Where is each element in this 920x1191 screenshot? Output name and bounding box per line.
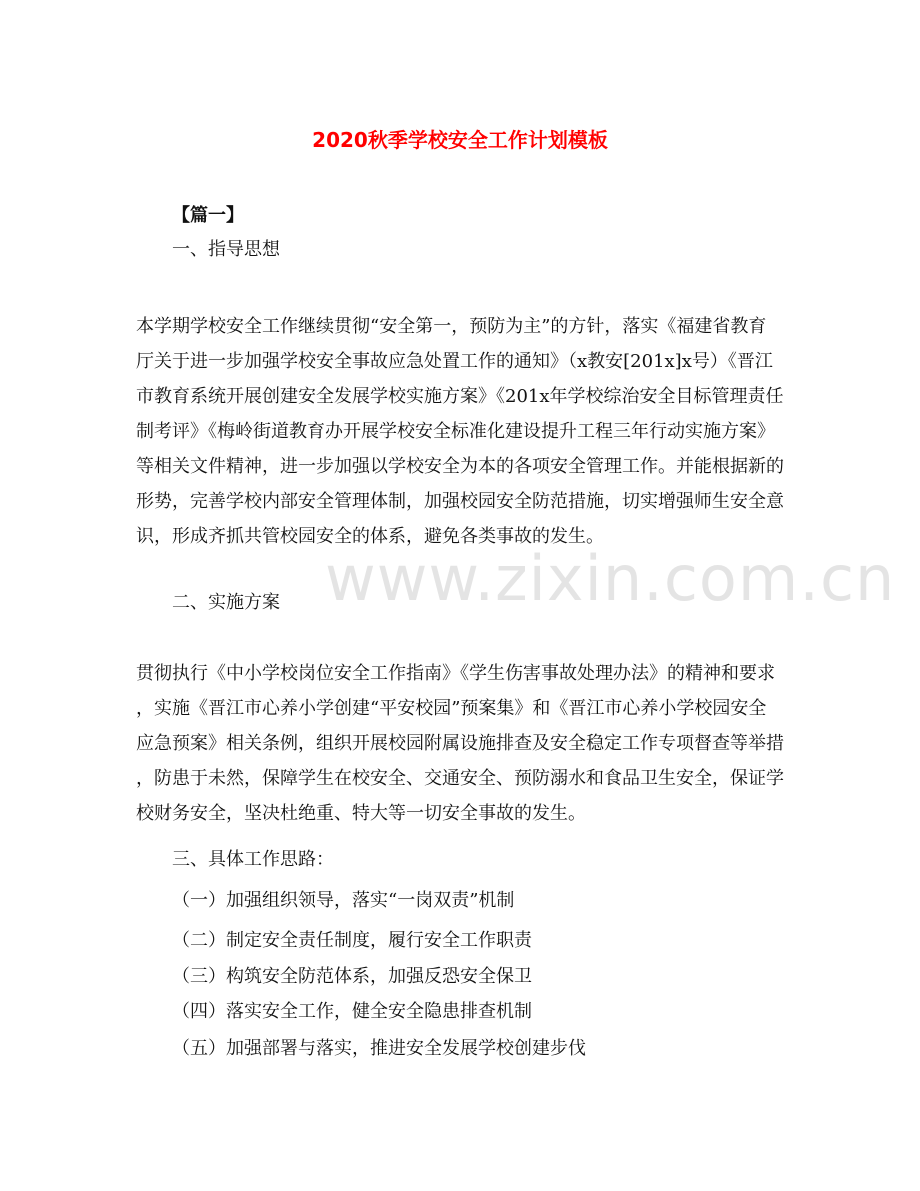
paragraph-line: ，实施《晋江市心养小学创建“平安校园”预案集》和《晋江市心养小学校园安全 xyxy=(136,698,767,719)
heading-work-approach: 三、具体工作思路： xyxy=(172,849,334,870)
paragraph-guiding-ideology xyxy=(136,309,786,554)
paragraph-line: 制考评》《梅岭街道教育办开展学校安全标准化建设提升工程三年行动实施方案》 xyxy=(136,421,775,442)
list-item: （四）落实安全工作，健全安全隐患排查机制 xyxy=(172,1001,532,1022)
paragraph-line: 厅关于进一步加强学校安全事故应急处置工作的通知》（x教安[201x]x号）《晋江 xyxy=(136,351,773,372)
document-title: 2020秋季学校安全工作计划模板 xyxy=(312,128,608,152)
watermark-text: www.zixin.com.cn xyxy=(325,542,896,615)
paragraph-line: 应急预案》相关条例，组织开展校园附属设施排查及安全稳定工作专项督查等举措 xyxy=(136,733,784,754)
paragraph-line: 贯彻执行《中小学校岗位安全工作指南》《学生伤害事故处理办法》的精神和要求 xyxy=(136,663,775,684)
paragraph-implementation-plan xyxy=(136,656,786,831)
paragraph-line: 形势，完善学校内部安全管理体制，加强校园安全防范措施，切实增强师生安全意 xyxy=(136,491,784,512)
paragraph-line: 本学期学校安全工作继续贯彻“安全第一，预防为主”的方针，落实《福建省教育 xyxy=(136,316,767,337)
list-item: （一）加强组织领导，落实“一岗双责”机制 xyxy=(172,890,515,911)
paragraph-line: 市教育系统开展创建安全发展学校实施方案》《201x年学校综治安全目标管理责任 xyxy=(136,386,784,407)
list-item: （三）构筑安全防范体系，加强反恐安全保卫 xyxy=(172,966,532,987)
paragraph-line: ，防患于未然，保障学生在校安全、交通安全、预防溺水和食品卫生安全，保证学 xyxy=(136,768,784,789)
section-label: 【篇一】 xyxy=(172,205,244,226)
heading-guiding-ideology: 一、指导思想 xyxy=(172,239,280,260)
list-item: （五）加强部署与落实，推进安全发展学校创建步伐 xyxy=(172,1038,586,1059)
list-item: （二）制定安全责任制度，履行安全工作职责 xyxy=(172,930,532,951)
paragraph-line: 等相关文件精神，进一步加强以学校安全为本的各项安全管理工作。并能根据新的 xyxy=(136,456,784,477)
paragraph-line: 校财务安全，坚决杜绝重、特大等一切安全事故的发生。 xyxy=(136,803,586,824)
paragraph-line: 识，形成齐抓共管校园安全的体系，避免各类事故的发生。 xyxy=(136,526,604,547)
heading-implementation-plan: 二、实施方案 xyxy=(172,592,280,613)
